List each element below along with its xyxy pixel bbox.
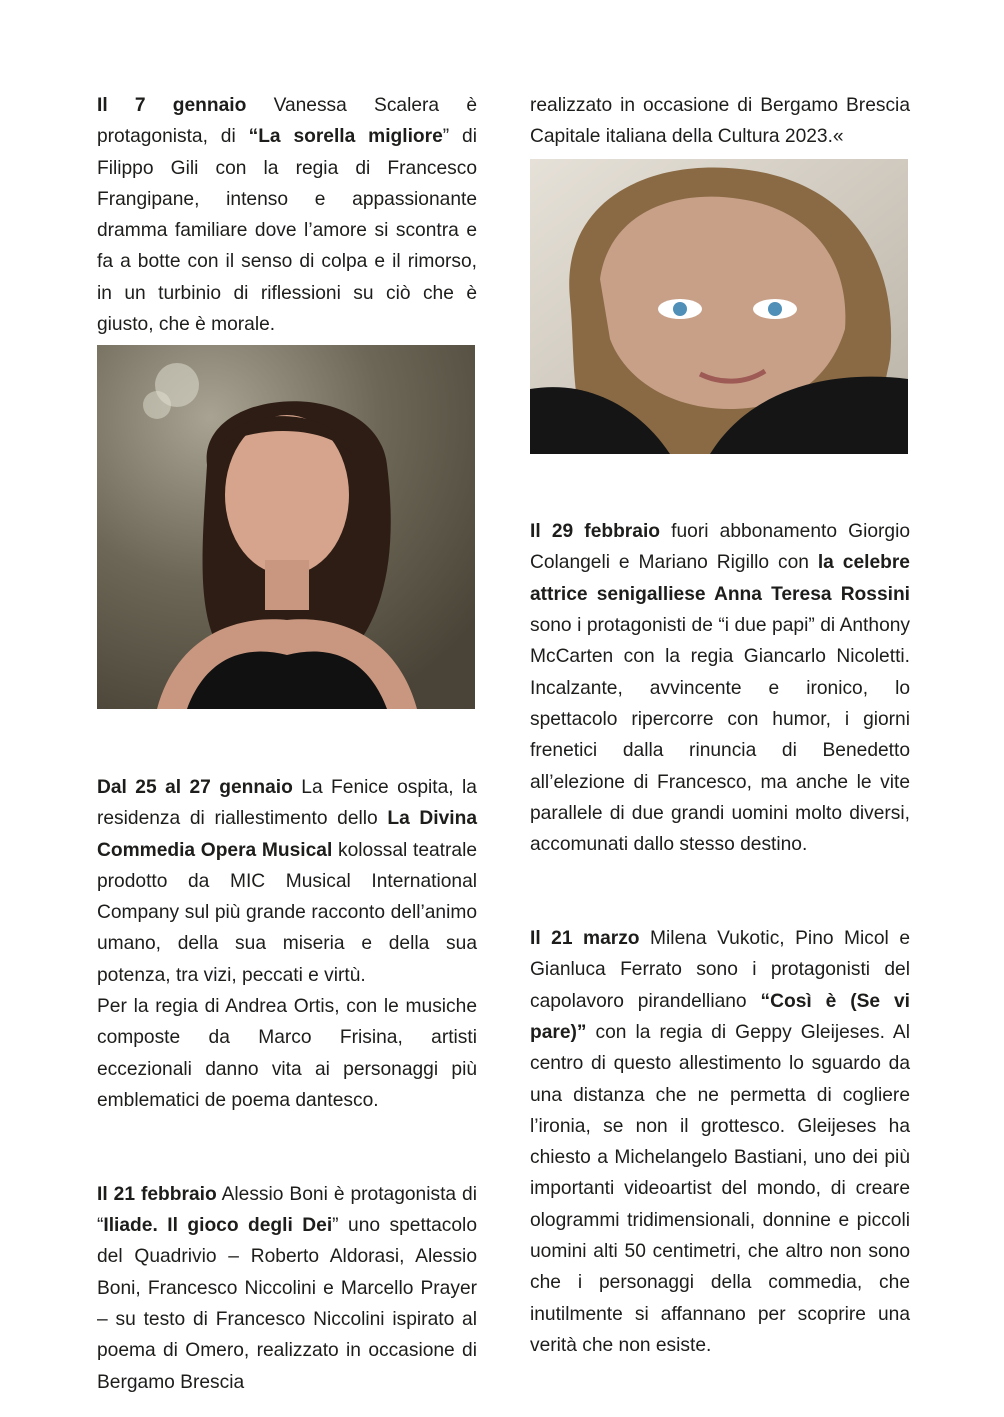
show-title: La Divina Commedia Opera Musical — [97, 808, 477, 861]
left-column — [97, 90, 477, 1398]
date-label: Il 29 febbraio — [530, 521, 661, 543]
text: Milena Vukotic, Pino Micol e Gianluca Ferrato sono i protagonisti del capolavoro pirandelliano — [530, 928, 910, 1012]
actress-photo-right — [530, 159, 908, 454]
show-title: “La sorella migliore — [248, 126, 443, 148]
text: ” uno spettacolo del Quadrivio – Roberto Aldorasi, Alessio Boni, Francesco Niccolini e Marcello Prayer – su testo di Francesco Niccolini ispirato al poema di Omero, realizzato in occasione di Bergamo Brescia — [97, 1215, 477, 1393]
date-label: Dal 25 al 27 gennaio — [97, 776, 293, 798]
date-label: Il 21 febbraio — [97, 1183, 217, 1205]
text: Alessio Boni è protagonista di “ — [97, 1183, 477, 1237]
right-column — [530, 90, 910, 1361]
actress-photo-left — [97, 345, 475, 709]
paragraph-7-gennaio — [97, 90, 477, 340]
date-label: Il 7 gennaio — [97, 95, 247, 116]
text: sono i protagonisti de “i due papi” di Anthony McCarten con la regia Giancarlo Nicoletti. Incalzante, avvincente e ironico, lo spettacolo ripercorre con humor, i giorni frenetici dalla rinuncia di Benedetto all’elezione di Francesco, ma anche le vite parallele di due grandi uomini molto diversi, accomunati dallo stesso destino. — [530, 615, 910, 856]
text: con la regia di Geppy Gleijeses. Al centro di questo allestimento lo sguardo da una distanza che ne permetta di cogliere l’ironia, se non il grottesco. Gleijeses ha chiesto a Michelangelo Bastiani, uno dei più importanti videoartist del mondo, di creare ologrammi tridimensionali, donnine e piccoli uomini alti 50 centimetri, che altro non sono che i personaggi della commedia, che inutilmente si affannano per scoprire una verità che non esiste. — [530, 1021, 910, 1356]
text: Vanessa Scalera è protagonista, di — [97, 95, 477, 148]
text: fuori abbonamento Giorgio Colangeli e Mariano Rigillo con — [530, 521, 911, 574]
text: ” di Filippo Gili con la regia di Francesco Frangipane, intenso e appassionante dramma familiare dove l’amore si scontra e fa a botte con il senso di colpa e il rimorso, in un turbinio di riflessioni su ciò che è giusto, che è morale. — [97, 126, 477, 336]
text: La Fenice ospita, la residenza di riallestimento dello — [97, 776, 477, 830]
show-title: “Così è (Se vi pare)” — [530, 990, 911, 1043]
paragraph-regia-ortis: Per la regia di Andrea Ortis, con le musiche composte da Marco Frisina, artisti eccezionali danno vita ai personaggi più emblematici de poema dantesco. — [97, 996, 477, 1111]
text: kolossal teatrale prodotto da MIC Musical International Company sul più grande racconto dell’animo umano, della sua miseria e della sua potenza, tra vizi, peccati e virtù. — [97, 839, 478, 986]
show-title: la celebre attrice senigalliese Anna Teresa Rossini — [530, 552, 910, 605]
paragraph-29-febbraio — [530, 516, 910, 860]
show-title: Iliade. Il gioco degli Dei — [103, 1215, 333, 1237]
paragraph-21-febbraio — [97, 1179, 477, 1398]
paragraph-continuation: realizzato in occasione di Bergamo Brescia Capitale italiana della Cultura 2023.« — [530, 95, 910, 148]
paragraph-25-27-gennaio — [97, 772, 477, 991]
paragraph-21-marzo — [530, 923, 910, 1361]
date-label: Il 21 marzo — [530, 928, 640, 950]
